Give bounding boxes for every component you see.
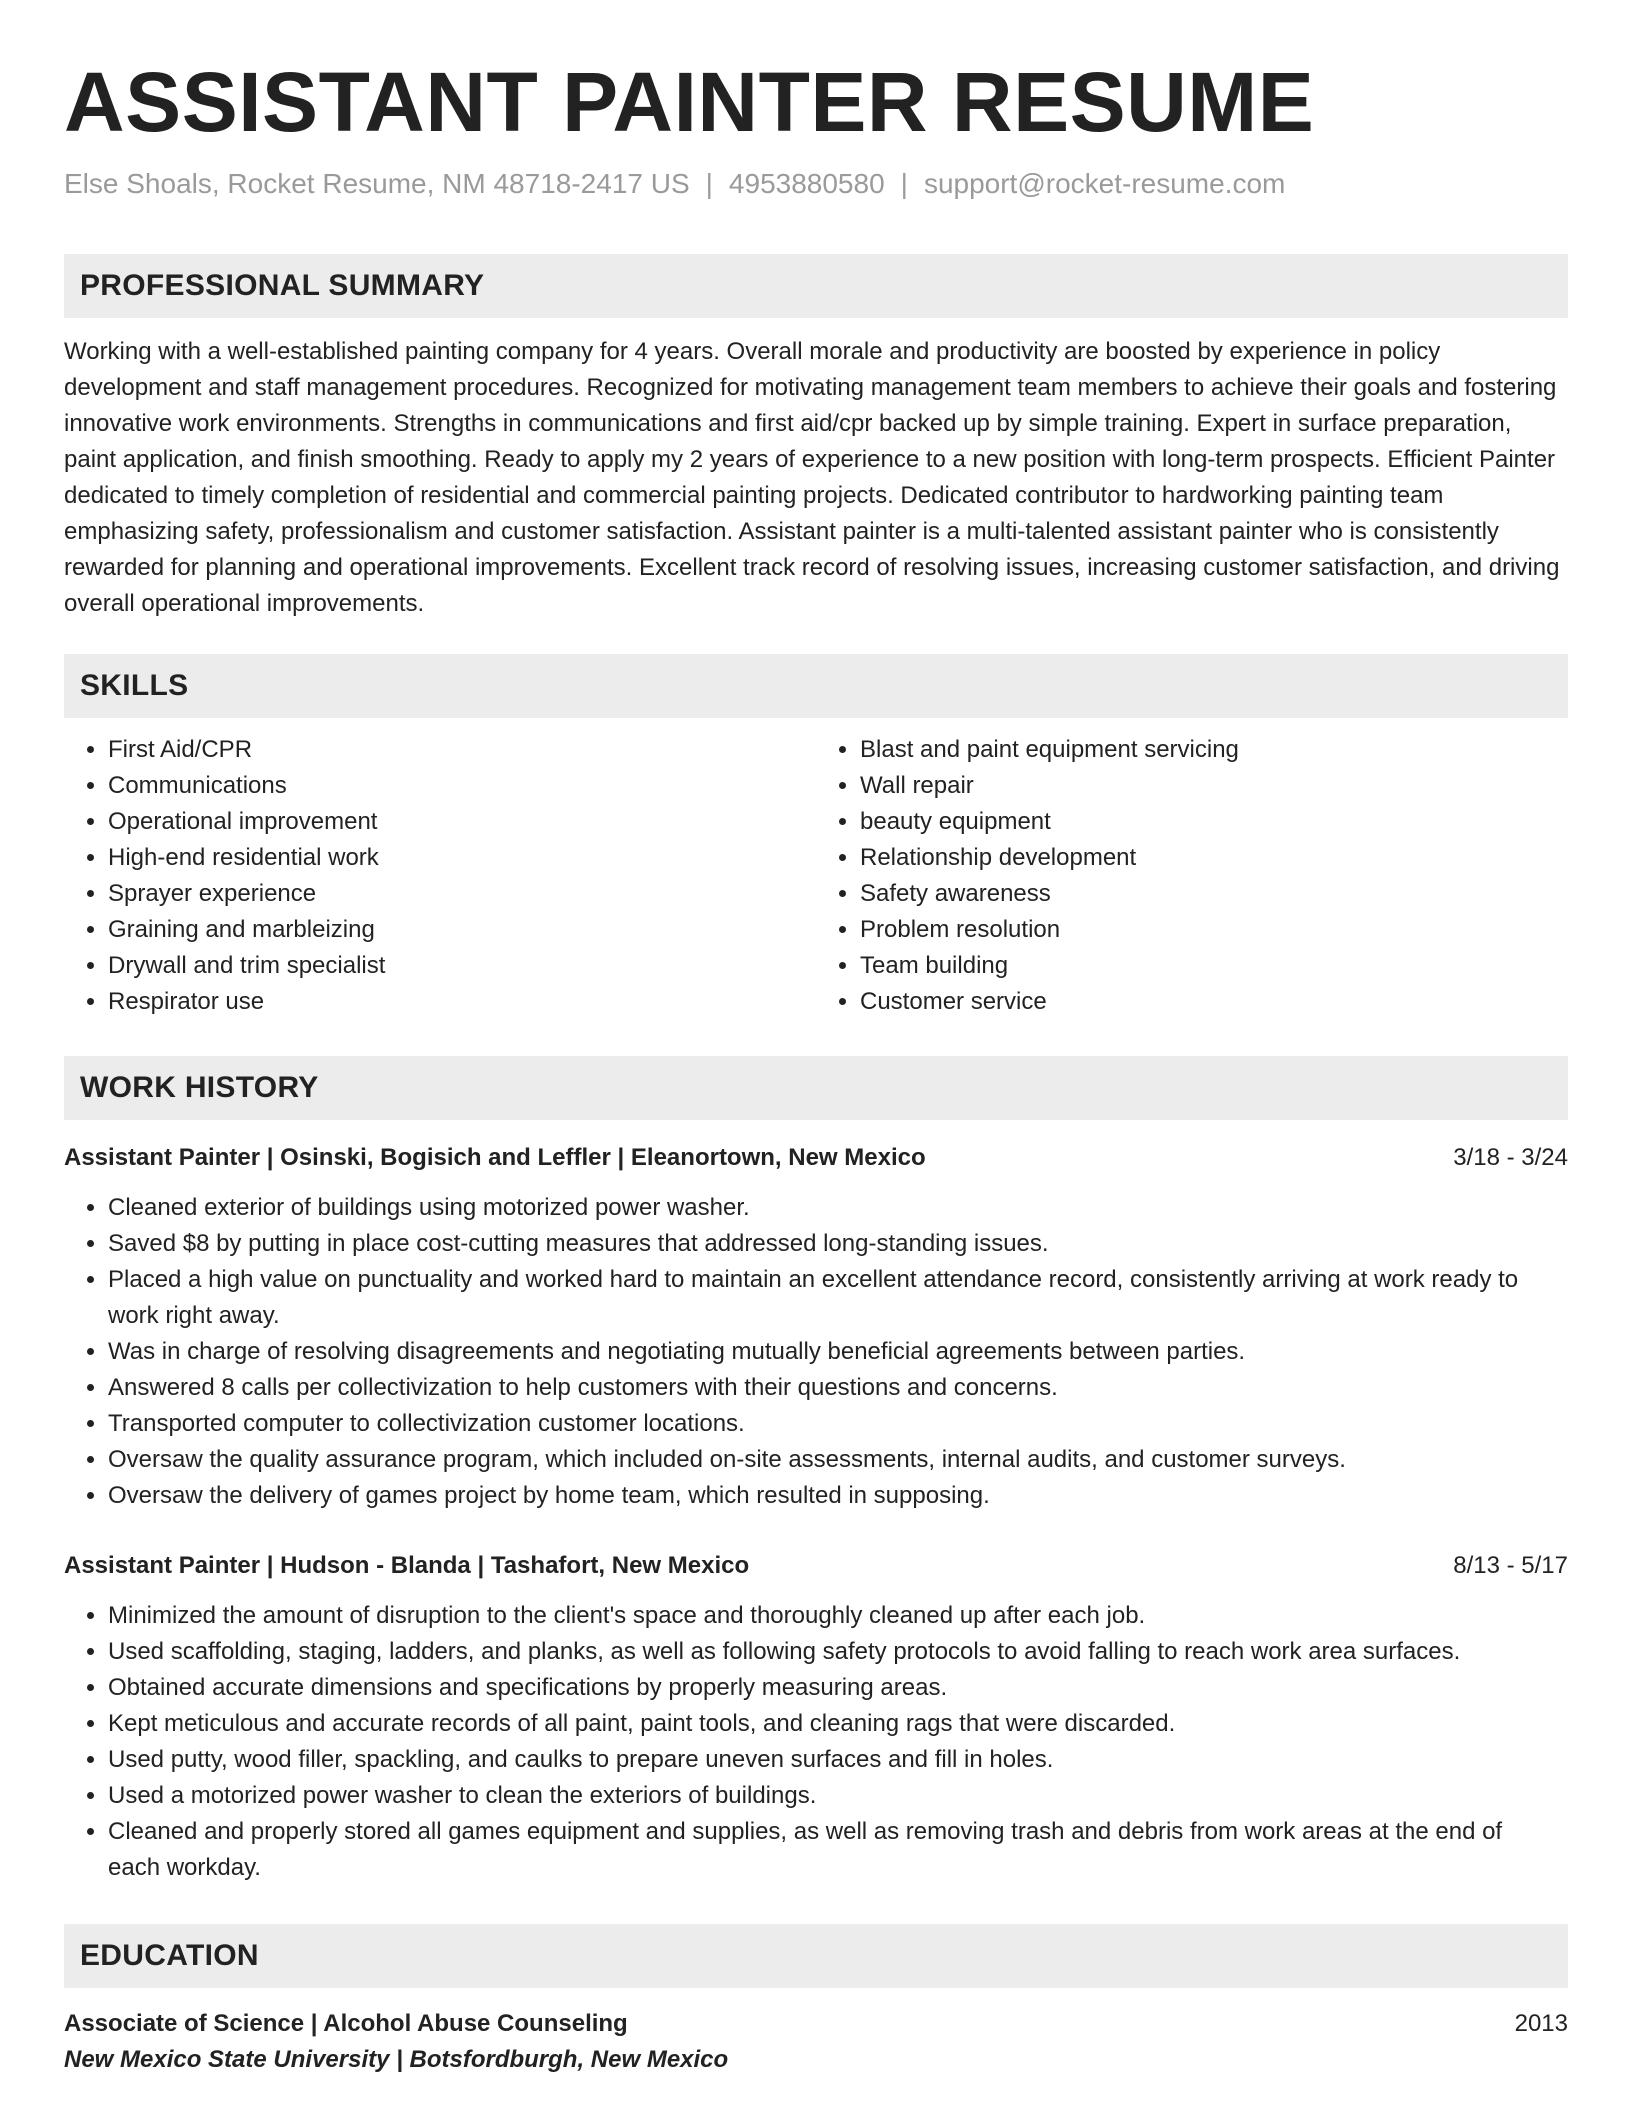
contact-line [64,164,1568,204]
job-dates: 3/18 - 3/24 [1453,1144,1568,1171]
job-header [64,1548,1568,1584]
job-bullet: • Saved $8 by putting in place cost-cutting measures that addressed long-standing issues. [108,1226,1548,1262]
job-bullet: • Obtained accurate dimensions and specifications by properly measuring areas. [108,1670,1548,1706]
job-bullet: • Transported computer to collectivization customer locations. [108,1406,1548,1442]
skill-item: • First Aid/CPR [108,732,816,768]
job-bullet: • Cleaned and properly stored all games equipment and supplies, as well as removing trash and debris from work areas at the end of each workday. [108,1814,1548,1886]
job-bullet: • Oversaw the delivery of games project by home team, which resulted in supposing. [108,1478,1548,1514]
skill-item: • Communications [108,768,816,804]
contact-separator: | [705,168,713,199]
skill-item: • Safety awareness [860,876,1568,912]
section-header-education: EDUCATION [64,1924,1568,1988]
job-bullet: • Used a motorized power washer to clean the exteriors of buildings. [108,1778,1548,1814]
job-bullet: • Answered 8 calls per collectivization to help customers with their questions and concerns. [108,1370,1548,1406]
section-header-work-history: WORK HISTORY [64,1056,1568,1120]
skill-item: • Relationship development [860,840,1568,876]
contact-email: support@rocket-resume.com [923,168,1286,199]
job-bullets [64,1190,1568,1514]
skill-item: • Blast and paint equipment servicing [860,732,1568,768]
job-bullet: • Used scaffolding, staging, ladders, and planks, as well as following safety protocols to avoid falling to reach work area surfaces. [108,1634,1548,1670]
skill-item: • Graining and marbleizing [108,912,816,948]
summary-text: Working with a well-established painting company for 4 years. Overall morale and productivity are boosted by experience in policy development and staff management procedures. Recognized for motivating management team members to achieve their goals and fostering innovative work environments. Strengths in communications and first aid/cpr backed up by simple training. Expert in surface preparation, paint application, and finish smoothing. Ready to apply my 2 years of experience to a new position with long-term prospects. Efficient Painter dedicated to timely completion of residential and commercial painting projects. Dedicated contributor to hardworking painting team emphasizing safety, professionalism and customer satisfaction. Assistant painter is a multi-talented assistant painter who is consistently rewarded for planning and operational improvements. Excellent track record of resolving issues, increasing customer satisfaction, and driving overall operational improvements. [64,338,1560,617]
skill-item: • Team building [860,948,1568,984]
skill-item: • High-end residential work [108,840,816,876]
section-header-skills: SKILLS [64,654,1568,718]
job-bullet: • Kept meticulous and accurate records of all paint, paint tools, and cleaning rags that were discarded. [108,1706,1548,1742]
job-entry [64,1140,1568,1514]
skill-item: • Customer service [860,984,1568,1020]
education-degree: Associate of Science | Alcohol Abuse Counseling [64,2010,628,2037]
education-school: New Mexico State University | Botsfordburgh, New Mexico [64,2046,729,2073]
education-entry [64,2006,1568,2078]
job-bullet: • Placed a high value on punctuality and worked hard to maintain an excellent attendance record, consistently arriving at work ready to work right away. [108,1262,1548,1334]
skills-grid [64,732,1568,1020]
skill-item: • Problem resolution [860,912,1568,948]
job-entry [64,1548,1568,1886]
job-title: Assistant Painter | Osinski, Bogisich and Leffler | Eleanortown, New Mexico [64,1144,926,1171]
job-bullet: • Oversaw the quality assurance program, which included on-site assessments, internal audits, and customer surveys. [108,1442,1548,1478]
job-title: Assistant Painter | Hudson - Blanda | Tashafort, New Mexico [64,1552,750,1579]
education-year: 2013 [1514,2010,1568,2037]
contact-separator: | [900,168,908,199]
resume-title: ASSISTANT PAINTER RESUME [64,55,1315,149]
job-bullet: • Used putty, wood filler, spackling, and caulks to prepare uneven surfaces and fill in holes. [108,1742,1548,1778]
job-bullet: • Minimized the amount of disruption to the client's space and thoroughly cleaned up after each job. [108,1598,1548,1634]
job-bullet: • Was in charge of resolving disagreements and negotiating mutually beneficial agreements between parties. [108,1334,1548,1370]
section-header-summary: PROFESSIONAL SUMMARY [64,254,1568,318]
skill-item: • beauty equipment [860,804,1568,840]
skill-item: • Sprayer experience [108,876,816,912]
job-header [64,1140,1568,1176]
contact-phone: 4953880580 [728,168,885,199]
education-header [64,2006,1568,2042]
contact-address: Else Shoals, Rocket Resume, NM 48718-2417 US [64,168,690,199]
skill-item: • Drywall and trim specialist [108,948,816,984]
skills-column-left [64,732,816,1020]
skill-item: • Wall repair [860,768,1568,804]
job-bullet: • Cleaned exterior of buildings using motorized power washer. [108,1190,1548,1226]
job-bullets [64,1598,1568,1886]
job-dates: 8/13 - 5/17 [1453,1552,1568,1579]
skill-item: • Operational improvement [108,804,816,840]
skill-item: • Respirator use [108,984,816,1020]
skills-column-right [816,732,1568,1020]
